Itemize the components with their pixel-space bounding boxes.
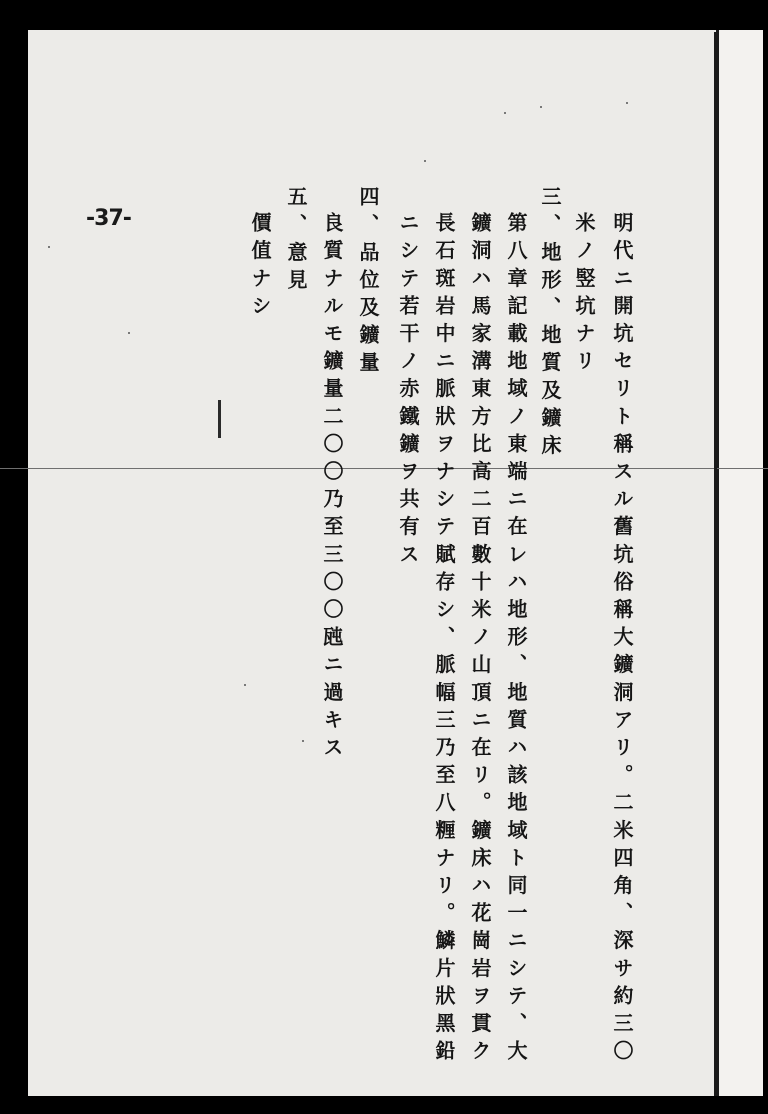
text-column-11: 價值ナシ — [248, 212, 272, 323]
section-heading-5: 五、意見 — [284, 186, 308, 297]
text-column-7: ニシテ若干ノ赤鐵鑛ヲ共有ス — [396, 212, 420, 571]
text-column-2: 米ノ竪坑ナリ — [572, 212, 596, 378]
speck — [504, 112, 506, 114]
speck — [626, 102, 628, 104]
section-heading-3: 三、地形、地質及鑛床 — [538, 186, 562, 462]
speck — [424, 160, 426, 162]
page-number: -37- — [86, 206, 131, 231]
speck — [48, 246, 50, 248]
ink-mark — [218, 400, 221, 438]
speck — [128, 332, 130, 334]
text-column-6: 長石斑岩中ニ脈狀ヲナシテ賦存シ、脈幅三乃至八糎ナリ。鱗片狀黑鉛 — [432, 212, 456, 1068]
text-column-9: 良質ナルモ鑛量二〇〇乃至三〇〇瓲ニ過キス — [320, 212, 344, 764]
speck — [302, 740, 304, 742]
text-column-1: 明代ニ開坑セリト稱スル舊坑俗稱大鑛洞アリ。二米四角、深サ約三〇 — [610, 212, 634, 1068]
binding-line — [714, 32, 717, 1096]
text-column-5: 鑛洞ハ馬家溝東方比高二百數十米ノ山頂ニ在リ。鑛床ハ花崗岩ヲ貫ク — [468, 212, 492, 1068]
text-column-4: 第八章記載地域ノ東端ニ在レハ地形、地質ハ該地域ト同一ニシテ、大 — [504, 212, 528, 1068]
fold-line — [0, 468, 768, 469]
speck — [244, 684, 246, 686]
paper-edge-strip — [716, 30, 763, 1096]
speck — [540, 106, 542, 108]
section-heading-4: 四、品位及鑛量 — [356, 186, 380, 380]
